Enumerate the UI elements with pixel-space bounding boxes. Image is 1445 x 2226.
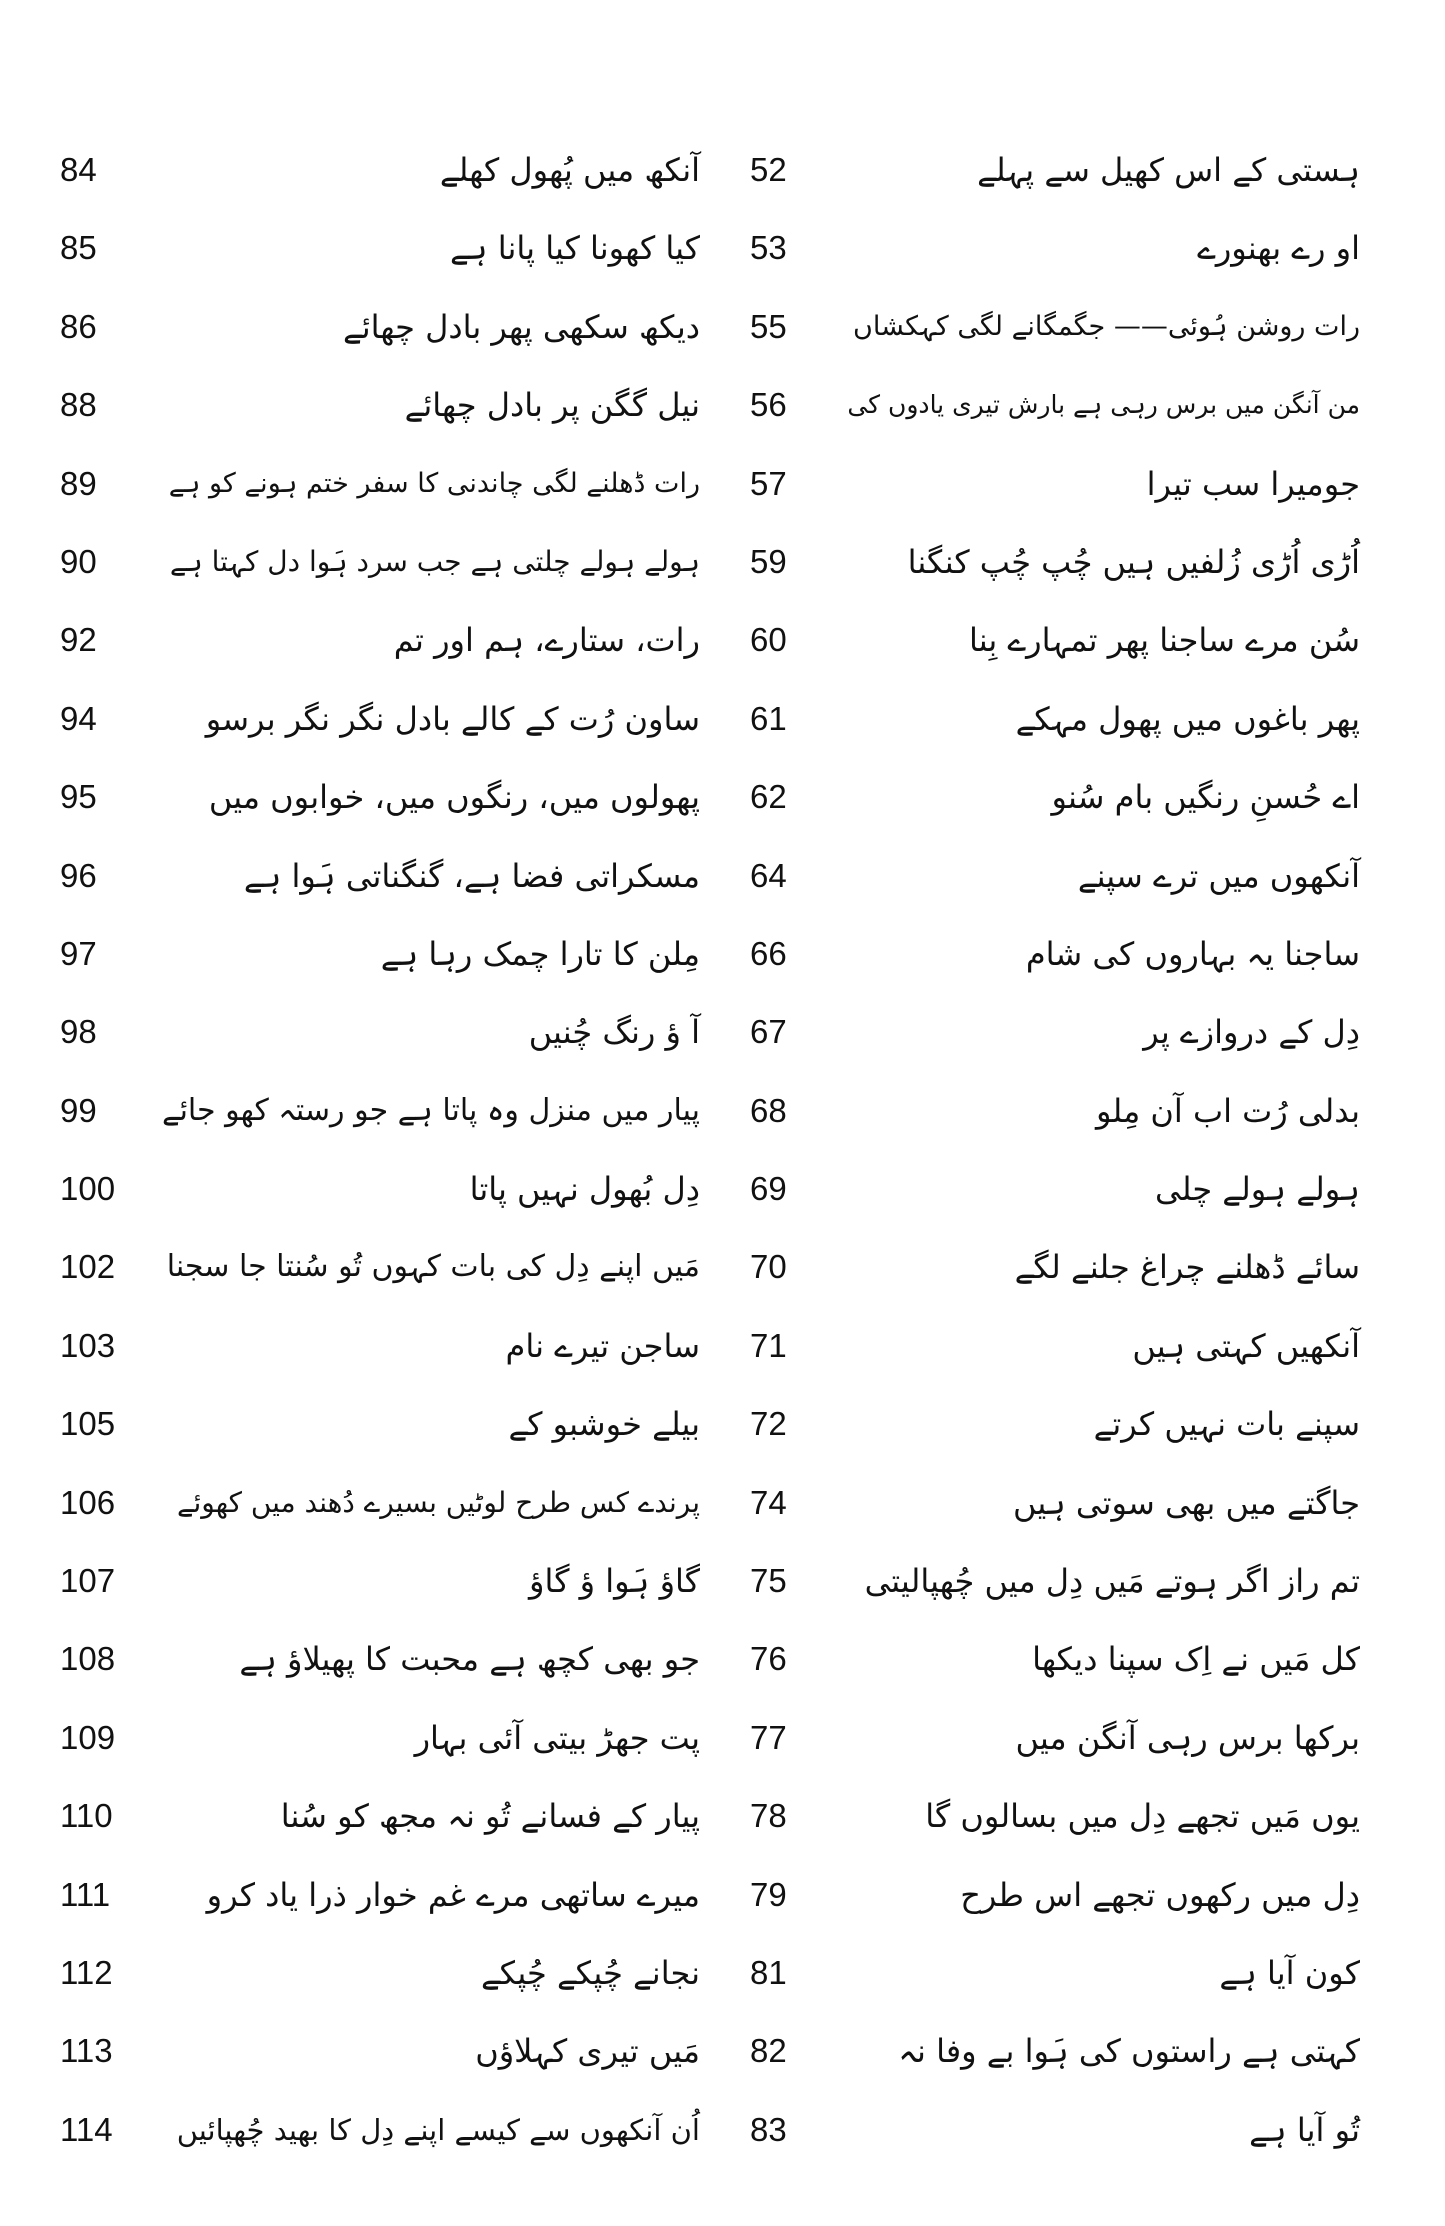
toc-entry: [750, 1629, 1360, 1707]
toc-entry-page-number: 94: [60, 699, 97, 737]
toc-entry-page-number: 110: [60, 1797, 113, 1835]
toc-entry: [750, 1002, 1360, 1080]
toc-entry: [750, 1159, 1360, 1237]
toc-entry-page-number: 113: [60, 2032, 113, 2070]
toc-entry: [60, 1786, 700, 1864]
toc-entry: [60, 1394, 700, 1472]
toc-entry-page-number: 68: [750, 1091, 787, 1129]
toc-entry-page-number: 103: [60, 1326, 116, 1364]
toc-entry: [60, 1708, 700, 1786]
toc-entry-title: گاؤ ہَوا ؤ گاؤ: [528, 1562, 700, 1601]
toc-entry-title: برکھا برس رہی آنگن میں: [1015, 1718, 1360, 1757]
toc-entry: [750, 1943, 1360, 2021]
toc-entry-page-number: 89: [60, 464, 97, 502]
toc-entry-page-number: 71: [750, 1326, 787, 1364]
toc-entry-title: رات ڈھلنے لگی چاندنی کا سفر ختم ہونے کو ہے: [168, 467, 700, 499]
toc-entry-title: ساجنا یہ بہاروں کی شام: [1025, 934, 1360, 973]
toc-entry: [750, 1786, 1360, 1864]
toc-entry: [60, 1159, 700, 1237]
toc-entry-title: پیار کے فسانے تُو نہ مجھ کو سُنا: [280, 1797, 700, 1836]
toc-entry-page-number: 59: [750, 542, 787, 580]
toc-entry: [60, 1943, 700, 2021]
toc-entry-title: میرے ساتھی مرے غم خوار ذرا یاد کرو: [206, 1875, 700, 1914]
toc-entry-title: جومیرا سب تیرا: [1146, 464, 1360, 503]
toc-entry-title: مسکراتی فضا ہے، گنگناتی ہَوا ہے: [243, 856, 700, 895]
toc-entry-title: تُو آیا ہے: [1249, 2110, 1360, 2149]
toc-entry-title: رات روشن ہُوئی—— جگمگانے لگی کہکشاں: [853, 310, 1360, 342]
toc-entry-title: ساون رُت کے کالے بادل نگر نگر برسو: [205, 699, 700, 738]
toc-entry-title: آ ؤ رنگ چُنیں: [528, 1013, 700, 1052]
toc-entry-page-number: 82: [750, 2032, 787, 2070]
toc-entry: [750, 767, 1360, 845]
toc-entry-page-number: 66: [750, 934, 787, 972]
toc-entry-title: سائے ڈھلنے چراغ جلنے لگے: [1014, 1248, 1360, 1287]
toc-entry-title: آنکھوں میں ترے سپنے: [1077, 856, 1360, 895]
toc-entry: [60, 689, 700, 767]
toc-entry-title: اے حُسنِ رنگیں بام سُنو: [1051, 778, 1360, 817]
toc-entry: [750, 1394, 1360, 1472]
toc-entry-page-number: 60: [750, 621, 787, 659]
toc-entry-title: تم راز اگر ہوتے مَیں دِل میں چُھپالیتی: [864, 1562, 1360, 1601]
toc-entry: [750, 846, 1360, 924]
toc-entry-page-number: 92: [60, 621, 97, 659]
toc-entry-title: دِل میں رکھوں تجھے اس طرح: [960, 1875, 1360, 1914]
toc-entry-title: پت جھڑ بیتی آئی بہار: [414, 1718, 700, 1757]
toc-entry-page-number: 69: [750, 1170, 787, 1208]
toc-entry-page-number: 84: [60, 151, 97, 188]
toc-entry: [750, 297, 1360, 375]
toc-entry-title: بدلی رُت اب آن مِلو: [1095, 1091, 1360, 1130]
toc-entry: [750, 2100, 1360, 2178]
toc-entry-title: مَیں تیری کہلاؤں: [475, 2032, 700, 2071]
toc-entry-title: مِلن کا تارا چمک رہا ہے: [380, 934, 700, 973]
toc-entry-page-number: 57: [750, 464, 787, 502]
toc-entry-title: رات، ستارے، ہم اور تم: [393, 621, 700, 660]
toc-left-column: [60, 140, 700, 2178]
toc-entry: [750, 2021, 1360, 2099]
toc-entry-page-number: 98: [60, 1013, 97, 1051]
toc-entry: [60, 1081, 700, 1159]
toc-entry-page-number: 112: [60, 1953, 113, 1991]
toc-entry-title: او رے بھنورے: [1197, 229, 1360, 268]
toc-entry-title: آنکھیں کہتی ہیں: [1132, 1326, 1360, 1365]
toc-entry-page-number: 56: [750, 386, 787, 424]
toc-entry: [750, 375, 1360, 453]
toc-entry-page-number: 96: [60, 856, 97, 894]
toc-entry: [60, 1629, 700, 1707]
toc-entry-title: مَیں اپنے دِل کی بات کہوں تُو سُنتا جا سجنا: [166, 1249, 700, 1285]
toc-entry-title: نیل گگن پر بادل چھائے: [404, 386, 700, 425]
toc-entry: [750, 140, 1360, 218]
toc-entry-title: ہستی کے اس کھیل سے پہلے: [977, 151, 1360, 189]
toc-entry: [60, 846, 700, 924]
toc-entry-page-number: 86: [60, 307, 97, 345]
toc-entry: [750, 218, 1360, 296]
toc-entry: [750, 1081, 1360, 1159]
toc-entry-page-number: 77: [750, 1718, 787, 1756]
toc-entry-page-number: 81: [750, 1953, 787, 1991]
toc-entry-page-number: 108: [60, 1640, 116, 1678]
toc-entry: [750, 532, 1360, 610]
toc-entry: [60, 218, 700, 296]
toc-entry: [60, 2021, 700, 2099]
toc-entry: [750, 1865, 1360, 1943]
toc-entry-title: جاگتے میں بھی سوتی ہیں: [1012, 1483, 1360, 1522]
toc-entry-title: جو بھی کچھ ہے محبت کا پھیلاؤ ہے: [239, 1640, 700, 1679]
toc-entry: [60, 924, 700, 1002]
toc-entry-page-number: 107: [60, 1562, 116, 1600]
toc-entry-page-number: 55: [750, 307, 787, 345]
toc-entry-title: ساجن تیرے نام: [505, 1326, 700, 1365]
toc-entry-title: پھر باغوں میں پھول مہکے: [1015, 699, 1360, 738]
toc-entry-page-number: 95: [60, 778, 97, 816]
toc-entry: [60, 1865, 700, 1943]
toc-entry-title: کون آیا ہے: [1219, 1953, 1360, 1992]
toc-entry-page-number: 79: [750, 1875, 787, 1913]
toc-entry-title: دِل کے دروازے پر: [1143, 1013, 1360, 1052]
toc-entry-title: پرندے کس طرح لوٹیں بسیرے دُھند میں کھوئے: [177, 1485, 700, 1519]
toc-entry-title: یوں مَیں تجھے دِل میں بسالوں گا: [925, 1797, 1360, 1836]
toc-entry: [750, 454, 1360, 532]
toc-entry-page-number: 114: [60, 2110, 113, 2148]
toc-entry-page-number: 102: [60, 1248, 116, 1286]
toc-entry-page-number: 67: [750, 1013, 787, 1051]
toc-entry-page-number: 75: [750, 1562, 787, 1600]
toc-right-column: [750, 140, 1360, 2178]
toc-entry-page-number: 100: [60, 1170, 116, 1208]
toc-entry-page-number: 72: [750, 1405, 787, 1443]
toc-entry: [750, 1708, 1360, 1786]
toc-entry-page-number: 111: [60, 1875, 111, 1913]
toc-entry: [60, 532, 700, 610]
toc-entry: [60, 1551, 700, 1629]
toc-entry: [60, 454, 700, 532]
toc-entry-title: من آنگن میں برس رہی ہے بارش تیری یادوں کی: [847, 390, 1360, 420]
toc-entry-page-number: 52: [750, 151, 787, 188]
toc-entry-title: کہتی ہے راستوں کی ہَوا بے وفا نہ: [898, 2032, 1360, 2071]
toc-entry-title: پیار میں منزل وہ پاتا ہے جو رستہ کھو جائے: [161, 1092, 700, 1128]
toc-entry-page-number: 62: [750, 778, 787, 816]
toc-entry-page-number: 64: [750, 856, 787, 894]
toc-entry-title: سُن مرے ساجنا پھر تمہارے بِنا: [968, 621, 1360, 660]
toc-entry: [60, 610, 700, 688]
toc-entry: [750, 1237, 1360, 1315]
toc-entry-title: کیا کھونا کیا پانا ہے: [450, 229, 700, 268]
toc-entry-page-number: 78: [750, 1797, 787, 1835]
toc-entry: [60, 1002, 700, 1080]
toc-entry-title: آنکھ میں پُھول کھلے: [439, 151, 700, 189]
toc-entry-title: نجانے چُپکے چُپکے: [480, 1953, 700, 1992]
toc-entry-title: دِل بُھول نہیں پاتا: [469, 1170, 700, 1209]
toc-entry-page-number: 106: [60, 1483, 116, 1521]
toc-entry-page-number: 70: [750, 1248, 787, 1286]
toc-entry-page-number: 76: [750, 1640, 787, 1678]
toc-entry-page-number: 61: [750, 699, 787, 737]
toc-entry-page-number: 99: [60, 1091, 97, 1129]
toc-entry: [750, 610, 1360, 688]
toc-entry-page-number: 109: [60, 1718, 116, 1756]
toc-entry-page-number: 83: [750, 2110, 787, 2148]
toc-entry-page-number: 105: [60, 1405, 116, 1443]
toc-entry-title: بیلے خوشبو کے: [508, 1405, 700, 1444]
toc-entry-title: ہولے ہولے چلی: [1155, 1170, 1360, 1209]
toc-entry: [60, 1237, 700, 1315]
toc-entry-title: اُڑی اُڑی زُلفیں ہیں چُپ چُپ کنگنا: [907, 542, 1360, 581]
toc-entry-page-number: 74: [750, 1483, 787, 1521]
toc-entry-page-number: 88: [60, 386, 97, 424]
toc-entry: [750, 1316, 1360, 1394]
toc-entry: [60, 1316, 700, 1394]
toc-entry: [60, 140, 700, 218]
toc-entry-title: اُن آنکھوں سے کیسے اپنے دِل کا بھید چُھپائیں: [176, 2112, 700, 2147]
toc-entry: [750, 1473, 1360, 1551]
toc-entry-title: دیکھ سکھی پھر بادل چھائے: [342, 307, 700, 346]
toc-entry: [750, 1551, 1360, 1629]
toc-entry-title: پھولوں میں، رنگوں میں، خوابوں میں: [208, 778, 700, 817]
toc-entry: [60, 375, 700, 453]
toc-entry: [60, 297, 700, 375]
toc-entry-page-number: 90: [60, 542, 97, 580]
toc-entry-title: ہولے ہولے چلتی ہے جب سرد ہَوا دل کہتا ہے: [169, 544, 700, 578]
toc-entry-page-number: 97: [60, 934, 97, 972]
toc-entry: [60, 1473, 700, 1551]
toc-entry: [60, 767, 700, 845]
toc-entry-page-number: 53: [750, 229, 787, 267]
toc-entry-title: سپنے بات نہیں کرتے: [1093, 1405, 1360, 1444]
toc-entry: [750, 689, 1360, 767]
toc-entry-page-number: 85: [60, 229, 97, 267]
toc-entry: [60, 2100, 700, 2178]
toc-entry-title: کل مَیں نے اِک سپنا دیکھا: [1032, 1640, 1360, 1679]
toc-entry: [750, 924, 1360, 1002]
